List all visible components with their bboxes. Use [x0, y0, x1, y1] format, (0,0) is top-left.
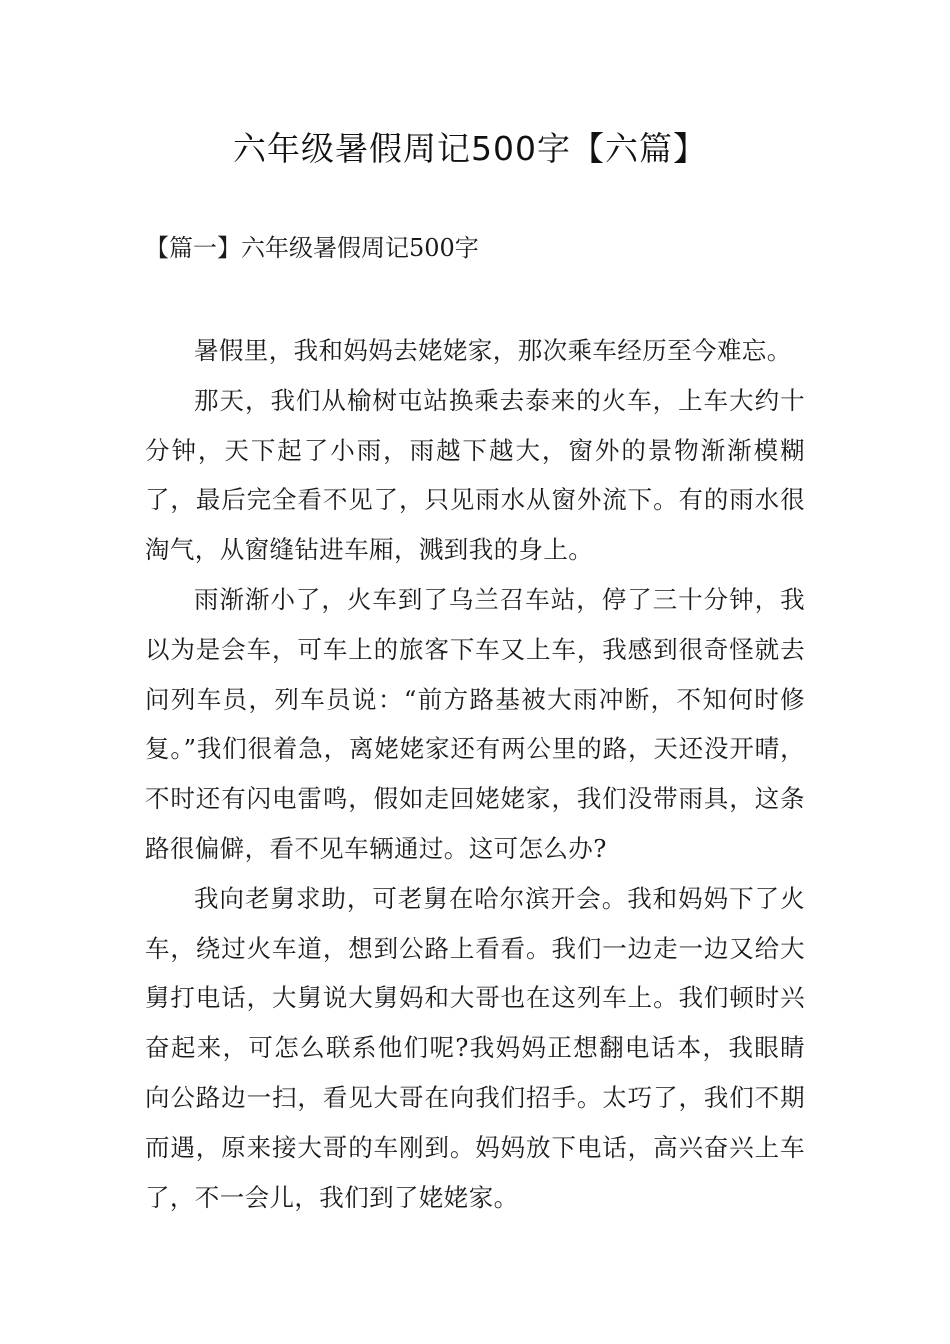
paragraph-1: 暑假里，我和妈妈去姥姥家，那次乘车经历至今难忘。 — [194, 336, 792, 365]
paragraph-4: 我向老舅求助，可老舅在哈尔滨开会。我和妈妈下了火车，绕过火车道，想到公路上看看。我们一边走一边又给大舅打电话，大舅说大舅妈和大哥也在这列车上。我们顿时兴奋起来，可怎么联系他们呢?我妈妈正想翻电话本，我眼睛向公路边一扫，看见大哥在向我们招手。太巧了，我们不期而遇，原来接大哥的车刚到。妈妈放下电话，高兴奋兴上车了，不一会儿，我们到了姥姥家。 — [145, 883, 805, 1212]
paragraph-3: 雨渐渐小了，火车到了乌兰召车站，停了三十分钟，我以为是会车，可车上的旅客下车又上车，我感到很奇怪就去问列车员，列车员说：“前方路基被大雨冲断，不知何时修复。”我们很着急，离姥姥家还有两公里的路，天还没开晴，不时还有闪电雷鸣，假如走回姥姥家，我们没带雨具，这条路很偏僻，看不见车辆通过。这可怎么办? — [145, 584, 805, 863]
paragraph-2: 那天，我们从榆树屯站换乘去泰来的火车，上车大约十分钟，天下起了小雨，雨越下越大，窗外的景物渐渐模糊了，最后完全看不见了，只见雨水从窗外流下。有的雨水很淘气，从窗缝钻进车厢，溅到我的身上。 — [145, 385, 805, 565]
document-title: 六年级暑假周记500字【六篇】 — [233, 129, 707, 168]
body-text — [145, 326, 805, 1222]
section-heading: 【篇一】六年级暑假周记500字 — [145, 234, 479, 262]
